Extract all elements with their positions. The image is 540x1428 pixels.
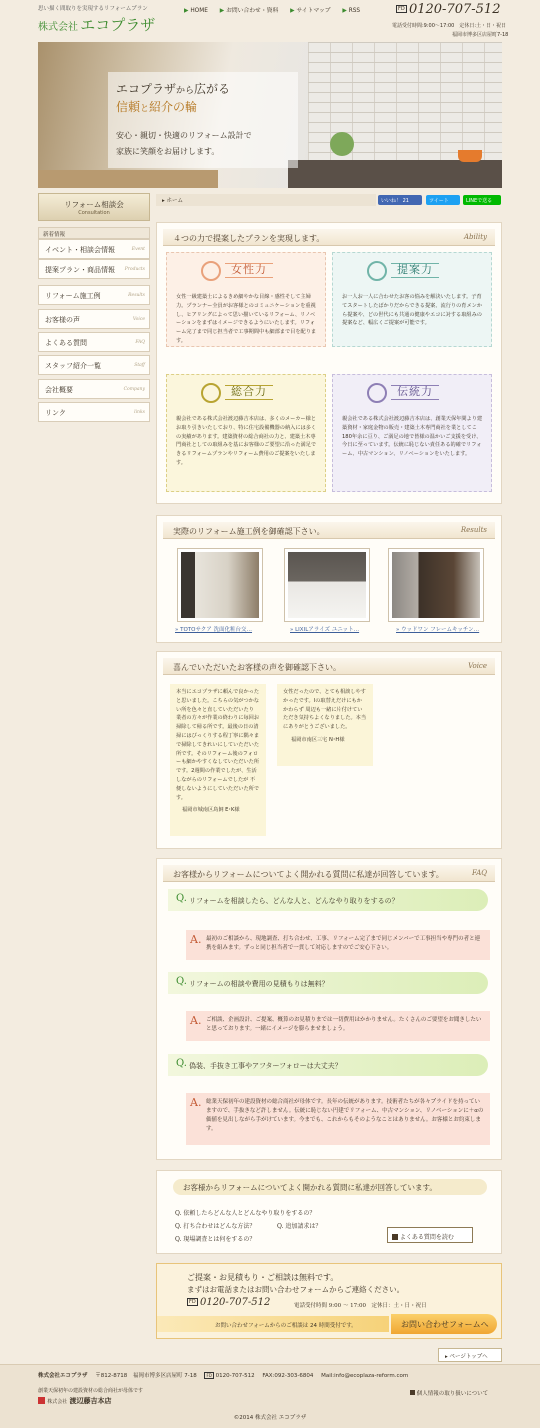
- sidebar-item-products[interactable]: 提案プラン・商品情報 Products: [38, 259, 150, 279]
- header-hours: 電話受付時間:9:00～17:00 定休日:土・日・祝日: [392, 23, 507, 29]
- parent-logo-icon: [38, 1397, 45, 1404]
- card-sougou-title: 総合力: [225, 385, 273, 400]
- hero-table: [38, 170, 218, 188]
- card-sougou: [166, 374, 326, 492]
- result-thumb-3[interactable]: [388, 548, 484, 622]
- faq-summary-link-2[interactable]: Q. 打ち合わせはどんな方法？: [175, 1223, 256, 1230]
- contact-line-2: まずはお電話またはお問い合わせフォームからご連絡ください。: [187, 1285, 405, 1294]
- contact-line-1: ご提案・お見積もり・ご相談は無料です。: [187, 1273, 339, 1282]
- card-teian-text: お一人お一人に合わせたお客の悩みを解決いたします。子育てスタートしたばかりだからできる提案、流行りの育メンから提案や、どの世代にも共通の健康やエコに対する取組みの提案など、幅広くご提案が可能です。: [342, 294, 483, 327]
- footer-parent-logo[interactable]: 株式会社 渡辺藤吉本店: [38, 1396, 111, 1406]
- faq-summary-title: お客様からリフォームについてよく開かれる質問に私達が回答しています。: [173, 1179, 487, 1195]
- like-button[interactable]: いいね！ 21: [378, 195, 422, 205]
- footer-info: 株式会社エコプラザ 〒812-8718 福岡市博多区店屋町 7-18 FD 0120-707-512 FAX:092-303-6804 Mail:info@ecoplaza-reform.com: [38, 1373, 409, 1379]
- nav-arrow-icon: ▶: [184, 8, 189, 14]
- contact-banner: お問い合わせフォームからのご相談は 24 時間受付です。: [157, 1316, 389, 1332]
- sidebar-item-company[interactable]: 会社概要 Company: [38, 379, 150, 399]
- sidebar-item-event[interactable]: イベント・相談会情報 Event: [38, 239, 150, 259]
- ability-header: ４つの力で提案したプランを実現します。 Ability: [163, 229, 495, 246]
- nav-arrow-icon: ▶: [219, 8, 225, 14]
- faq-summary-link-3[interactable]: Q. 追加請求は？: [277, 1223, 322, 1230]
- leaf-icon: [367, 383, 387, 403]
- consult-sub: Consultation: [78, 210, 110, 216]
- voice-card-2: [277, 684, 373, 766]
- plant-icon: [367, 261, 387, 281]
- footer-privacy-link[interactable]: 個人情報の取り扱いについて: [410, 1389, 488, 1397]
- voice-text-1: 本当にエコプラザに頼んで良かったと思いました。こちらの気がつかない所を色々と直していただいたり 業者の方々が作業の終わりに毎回お掃除して帰る所です。最後の日の清掃にはびっくりする程丁寧に隅々まで掃除してきれいにしていただいた所です。そのリフォーム後のフォローも細かやすくなしていただいた所です。2週間の作業でしたが、生活しながらのリフォームでしたが 不便しないようにしていただいた所です。: [176, 689, 260, 801]
- nav-arrow-icon: ▶: [342, 8, 347, 14]
- sidebar-item-links[interactable]: リンク links: [38, 402, 150, 422]
- line-button[interactable]: LINEで送る: [463, 195, 501, 205]
- voice-header: 喜んでいただいたお客様の声を御確認下さい。 Voice: [163, 658, 495, 675]
- hero-body-1: 安心・親切・快適のリフォーム設計で: [116, 131, 252, 140]
- arrow-icon: ▸: [445, 1354, 448, 1360]
- result-thumb-1[interactable]: [177, 548, 263, 622]
- header-phone[interactable]: [396, 2, 500, 17]
- result-link-3[interactable]: » ウッドワン フレームキッチン…: [396, 627, 480, 633]
- faq-summary-section: [156, 1170, 502, 1254]
- card-dentou: [332, 374, 492, 492]
- breadcrumb-home[interactable]: ホーム: [166, 198, 184, 204]
- hero-pot: [458, 150, 482, 162]
- header: [0, 0, 540, 42]
- logo[interactable]: [38, 14, 155, 35]
- sidebar-item-faq[interactable]: よくある質問 FAQ: [38, 332, 150, 352]
- sidebar-item-staff[interactable]: スタッフ紹介一覧 Staff: [38, 355, 150, 375]
- consult-button[interactable]: [38, 193, 150, 221]
- card-josei-title: 女性力: [225, 263, 273, 278]
- card-sougou-text: 親会社である株式会社渡辺藤吉本店は、多くのメーカー様とお取り引きいたしており、特に住宅設備機器の納入には多くの実績があります。建築資材の総合商社の力と、建築土木専門商社としての取組みを基にお客様のご要望に沿った満足できるリフォームプランやリフォーム費用のご提案をいたします。: [176, 416, 317, 466]
- header-address: 福岡市博多区店屋町7-18: [452, 32, 509, 38]
- faq-header: お客様からリフォームについてよく開かれる質問に私達が回答しています。 FAQ: [163, 865, 495, 882]
- logo-brand: エコプラザ: [80, 16, 156, 34]
- card-teian-title: 提案力: [391, 263, 439, 278]
- contact-hours: 電話受付時間 9:00 ～ 17:00 定休日：土・日・祝日: [294, 1303, 427, 1309]
- faq-question-2[interactable]: Q. リフォームの相談や費用の見積もりは無料？: [168, 972, 488, 994]
- footer-parent-note: 創業天保初年の建設資材の総合商社が母体です: [38, 1388, 144, 1394]
- hero-plant: [330, 132, 354, 156]
- nav-sitemap[interactable]: サイトマップ: [296, 8, 331, 14]
- result-image: [181, 552, 259, 618]
- sidebar-item-results[interactable]: リフォーム施工例 Results: [38, 285, 150, 305]
- faq-answer-2: A. ご相談、企画設計、ご提案、概算のお見積りまでは一切費用はかかりません。たくさんのご要望をお聞きしたいと思っております。一緒にイメージを膨らませましょう。: [186, 1011, 490, 1041]
- bell-icon: [201, 383, 221, 403]
- tagline: 思い描く間取りを実現するリフォームプラン: [38, 6, 148, 12]
- faq-answer-1: A. 最初のご相談から、現地調査、打ち合わせ、工事、リフォーム完了まで同じメンバーで工事担当や専門の者と連携を組みます。ずっと同じ担当者で一貫して対応しますのでご安心下さい。: [186, 930, 490, 960]
- square-icon: [410, 1390, 415, 1395]
- voice-name-2: 福岡市南区三宅 N･H様: [291, 736, 345, 743]
- result-image: [288, 552, 366, 618]
- contact-section: [156, 1263, 502, 1339]
- faq-summary-link-1[interactable]: Q. 依頼したらどんな人とどんなやり取りをするの？: [175, 1210, 316, 1217]
- card-teian: [332, 252, 492, 347]
- hero-title: エコプラザから広がる: [116, 82, 231, 96]
- results-header: 実際のリフォーム施工例を御確認下さい。 Results: [163, 522, 495, 539]
- home-icon: ▸: [162, 198, 165, 204]
- nav-home[interactable]: HOME: [190, 8, 208, 14]
- sidebar-news-header: 新着情報: [38, 227, 150, 239]
- faq-question-1[interactable]: Q. リフォームを相談したら、どんな人と、どんなやり取りをするの？: [168, 889, 488, 911]
- result-link-1[interactable]: » TOTOサクア 洗面化粧台交…: [175, 627, 253, 633]
- voice-text-2: 女性だったので、とても相談しやすかったです。Iの取替えだけにもかかわらず 周辺も一緒に片付けていただき気持ちよくなりました。本当にありがとうございました。: [283, 689, 367, 731]
- card-josei-text: 女性一級建築士によるきめ細やかな目線・感性そして主婦力。プランナー全員がお客様とのコミュニケーションを重視し、ヒアリングによって思い描いているリフォーム、リノベーションをまずはイメージできるようにいたします。リフォーム完了まで同じ担当者で工事期間中も細部まで目を配ります。: [176, 294, 317, 344]
- faq-read-button[interactable]: よくある質問を読む: [387, 1227, 473, 1243]
- voice-card-1: [170, 684, 266, 836]
- flower-icon: [201, 261, 221, 281]
- contact-phone[interactable]: FD 0120-707-512: [189, 1297, 271, 1308]
- faq-answer-3: A. 総業天保初年の建設資材の総合商社が母体です。長年の伝統があります。技術者たちが各々プライドを持っていますので、手抜きなど許しません。伝統に恥じない円建でリフォーム、中古マンション、リノベーションに＋αの価値を見出しながら手がけています。今までも、これからもそのようなことはありません。お客様とお約束します。: [186, 1093, 490, 1145]
- hero-body-2: 家族に笑顔をお届けします。: [116, 147, 220, 156]
- voice-name-1: 福岡市城南区鳥飼 E･K様: [182, 807, 240, 814]
- sidebar-item-voice[interactable]: お客様の声 Voice: [38, 309, 150, 329]
- hero-banner: [38, 42, 502, 188]
- result-thumb-2[interactable]: [284, 548, 370, 622]
- book-icon: [392, 1234, 398, 1240]
- footer-copyright: ©2014 株式会社 エコプラザ: [233, 1415, 307, 1421]
- card-dentou-text: 親会社である株式会社渡辺藤吉本店は、創業天保年間より建築資材・家庭金物の販売・建築土木専門商社を業としてこ180年余に亘り、ご満足の地で皆様の温かいご支援を受け、今日に至っています。伝統に恥じない責任ある的確でリフォーム、中古マンション、リノベーションをいたします。: [342, 416, 483, 458]
- card-dentou-title: 伝統力: [391, 385, 439, 400]
- footer: [0, 1364, 540, 1428]
- pagetop-button[interactable]: ▸ ページトップへ: [438, 1348, 502, 1362]
- top-nav: [184, 5, 360, 14]
- contact-form-button[interactable]: お問い合わせフォームへ: [391, 1314, 497, 1334]
- result-image: [392, 552, 480, 618]
- hero-counter: [288, 160, 502, 188]
- consult-label: リフォーム相談会: [64, 200, 124, 209]
- faq-question-3[interactable]: Q. 偽装、手抜き工事やアフターフォローは大丈夫？: [168, 1054, 488, 1076]
- tweet-button[interactable]: ツイート: [426, 195, 460, 205]
- freedial-icon: FD: [398, 6, 405, 12]
- faq-summary-link-4[interactable]: Q. 現場調査とは何をするの？: [175, 1236, 256, 1243]
- nav-arrow-icon: ▶: [290, 8, 295, 14]
- card-josei: [166, 252, 326, 347]
- logo-company: 株式会社: [38, 22, 78, 33]
- freedial-icon: FD: [189, 1299, 196, 1305]
- header-phone-number: 0120-707-512: [408, 2, 501, 17]
- breadcrumb: [156, 194, 376, 206]
- hero-subtitle: 信頼と紹介の輪: [116, 100, 198, 114]
- freedial-icon: FD: [206, 1373, 212, 1378]
- nav-contact[interactable]: お問い合わせ・資料: [226, 8, 279, 14]
- result-link-2[interactable]: » LIXILアライズ ユニット…: [290, 627, 360, 633]
- nav-rss[interactable]: RSS: [348, 8, 361, 14]
